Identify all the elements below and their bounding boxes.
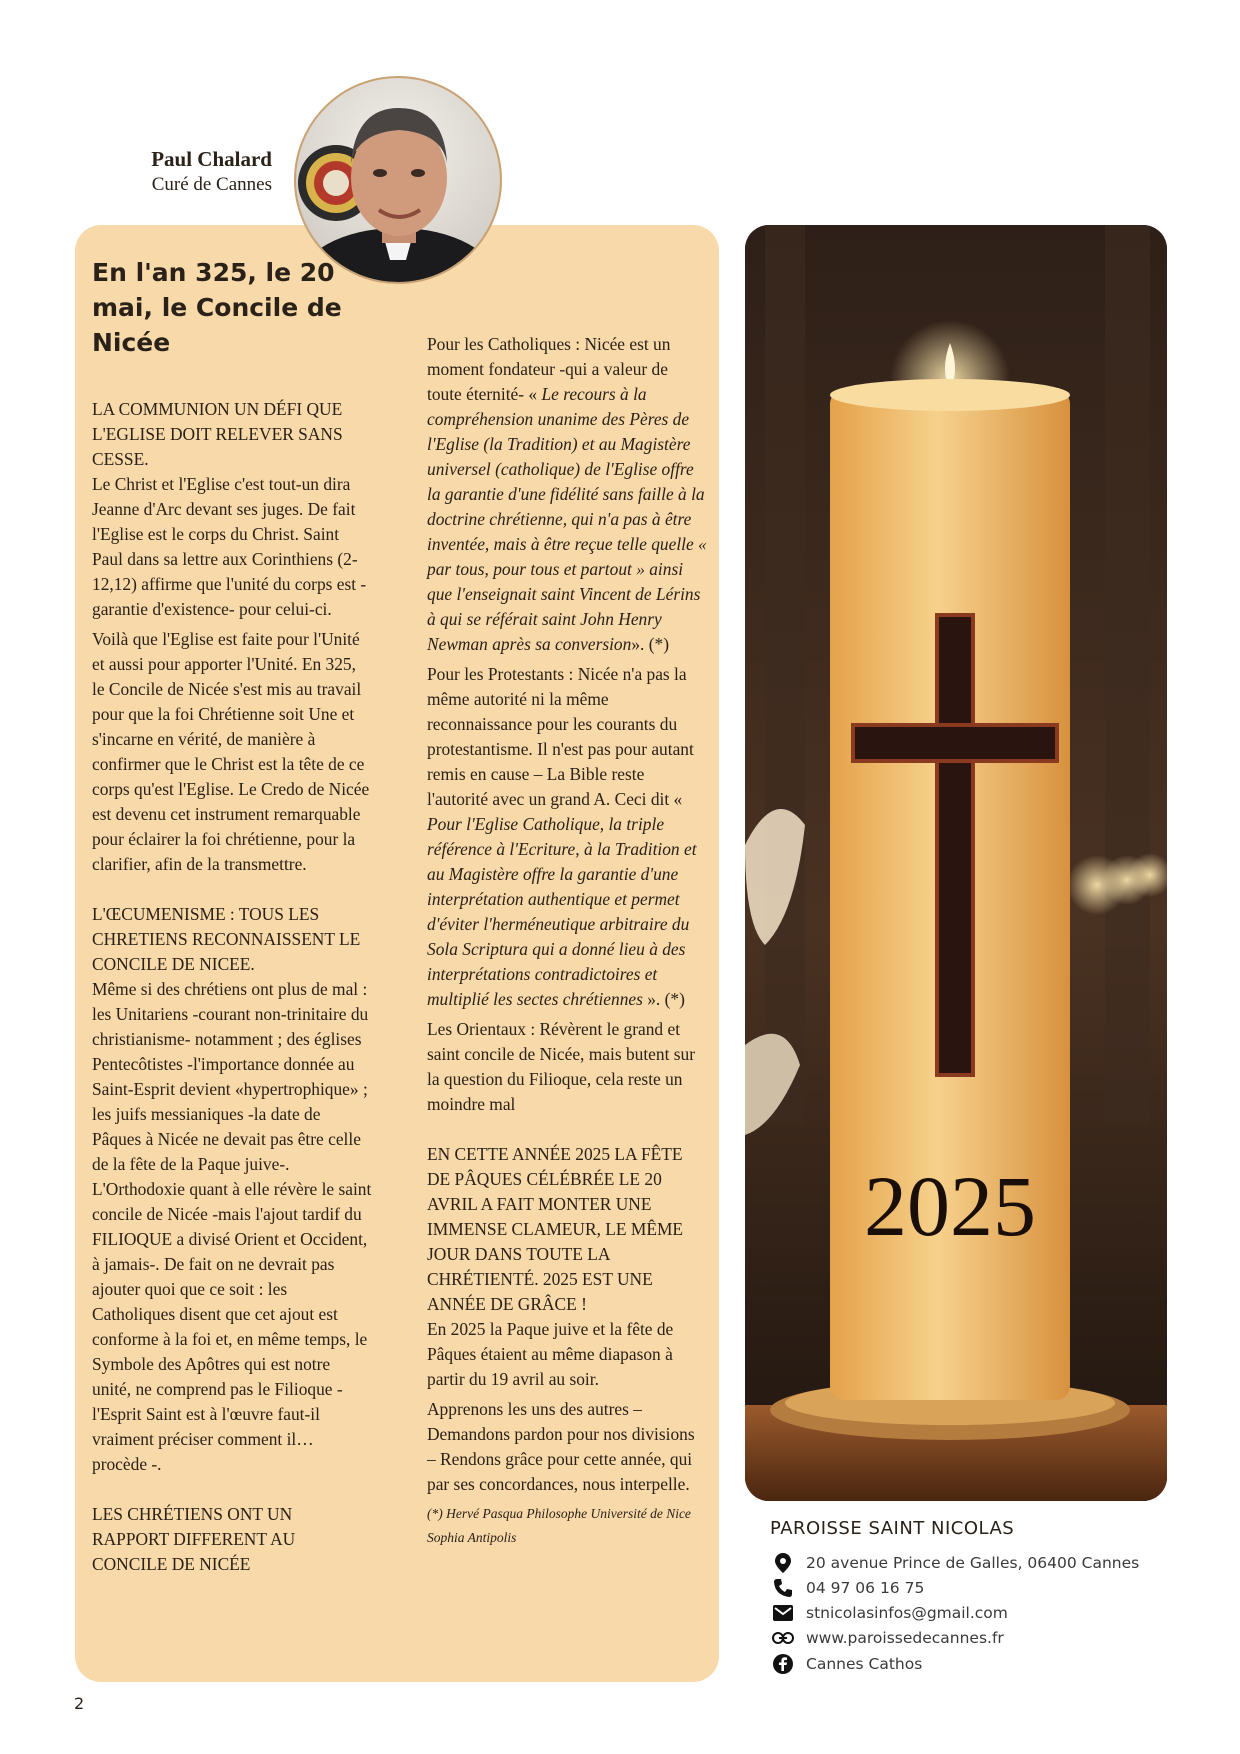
article-headline: En l'an 325, le 20 mai, le Concile de Nicée [92, 258, 342, 357]
facebook-icon [770, 1651, 796, 1677]
address-text: 20 avenue Prince de Galles, 06400 Cannes [806, 1554, 1140, 1572]
location-pin-icon [770, 1550, 796, 1576]
contact-website[interactable] [770, 1625, 1170, 1651]
author-block [151, 146, 272, 198]
paragraph: Voilà que l'Eglise est faite pour l'Unité et aussi pour apporter l'Unité. En 325, le Concile de Nicée s'est mis au travail pour que la foi Chrétienne soit Une et s'incarne en vérité, de manière à confirmer que le Christ est la tête de ce corps qu'est l'Eglise. Le Credo de Nicée est devenu cet instrument remarquable pour éclairer la foi chrétienne, pour la clarifier, afin de la transmettre. [92, 629, 370, 874]
section-heading-oecumenisme: L'ŒCUMENISME : TOUS LES CHRETIENS RECONNAISSENT LE CONCILE DE NICEE. [92, 904, 361, 974]
candle-year-text: 2025 [864, 1158, 1036, 1254]
paragraph-protestants [427, 662, 707, 1012]
link-icon [770, 1625, 796, 1651]
contact-address [770, 1550, 1170, 1576]
website-text: www.paroissedecannes.fr [806, 1629, 1004, 1647]
footnote: (*) Hervé Pasqua Philosophe Université de Nice Sophia Antipolis [427, 1506, 691, 1545]
paragraph-tail: ». (*) [642, 989, 685, 1009]
author-name: Paul Chalard [151, 147, 272, 171]
section-heading-communion: LA COMMUNION UN DÉFI QUE L'EGLISE DOIT RELEVER SANS CESSE. [92, 399, 343, 469]
quote: Le recours à la compréhension unanime des Pères de l'Eglise (la Tradition) et au Magistère universel (catholique) de l'Eglise offre la garantie d'une fidélité sans faille à la doctrine chrétienne, qui n'a pas à être inventée, mais à être reçue telle quelle « par tous, pour tous et partout » ainsi que l'enseignait saint Vincent de Lérins à qui se référait saint John Henry Newman après sa conversion [427, 384, 707, 654]
phone-icon [770, 1575, 796, 1601]
paragraph-lead: Pour les Catholiques : Nicée est un moment fondateur -qui a valeur de toute éternité- « [427, 334, 671, 404]
author-portrait [294, 76, 502, 284]
paragraph-lead: Pour les Protestants : Nicée n'a pas la même autorité ni la même reconnaissance pour les courants du protestantisme. Il n'est pas pour autant remis en cause – La Bible reste l'autorité avec un grand A. Ceci dit « [427, 664, 694, 809]
facebook-text: Cannes Cathos [806, 1655, 923, 1673]
parish-title: PAROISSE SAINT NICOLAS [770, 1518, 1015, 1539]
paragraph-orientaux: Les Orientaux : Révèrent le grand et saint concile de Nicée, mais butent sur la question du Filioque, cela reste un moindre mal [427, 1019, 696, 1114]
quote: Pour l'Eglise Catholique, la triple référence à l'Ecriture, à la Tradition et au Magistère offre la garantie d'une interprétation authentique et permet d'éviter l'herméneutique arbitraire du Sola Scriptura qui a donné lieu à des interprétations contradictoires et multiplié les sectes chrétiennes [427, 814, 697, 1009]
paragraph-tail: ». (*) [631, 634, 669, 654]
section-heading-2025: EN CETTE ANNÉE 2025 LA FÊTE DE PÂQUES CÉLÉBRÉE LE 20 AVRIL A FAIT MONTER UNE IMMENSE CLAMEUR, LE MÊME JOUR DANS TOUTE LA CHRÉTIENTÉ. 2025 EST UNE ANNÉE DE GRÂCE ! [427, 1144, 684, 1314]
paragraph: En 2025 la Paque juive et la fête de Pâques étaient au même diapason à partir du 19 avril au soir. [427, 1319, 674, 1389]
article-column-left [92, 397, 372, 1577]
author-role: Curé de Cannes [151, 174, 272, 195]
mail-icon [770, 1600, 796, 1626]
contact-facebook[interactable] [770, 1651, 1170, 1677]
candle-illustration [745, 225, 1167, 1501]
candle-photo [745, 225, 1167, 1501]
paragraph: Le Christ et l'Eglise c'est tout-un dira Jeanne d'Arc devant ses juges. De fait l'Eglise est le corps du Christ. Saint Paul dans sa lettre aux Corinthiens (2-12,12) affirme que l'unité du corps est -garantie d'existence- pour celui-ci. [92, 474, 367, 619]
section-heading-rapport: LES CHRÉTIENS ONT UN RAPPORT DIFFERENT AU CONCILE DE NICÉE [92, 1504, 296, 1574]
paragraph: Apprenons les uns des autres – Demandons pardon pour nos divisions – Rendons grâce pour cette année, qui par ses concordances, nous interpelle. [427, 1399, 695, 1494]
phone-text: 04 97 06 16 75 [806, 1579, 925, 1597]
page-number: 2 [74, 1694, 85, 1713]
email-text: stnicolasinfos@gmail.com [806, 1604, 1008, 1622]
contact-email[interactable] [770, 1600, 1170, 1626]
paragraph: Même si des chrétiens ont plus de mal : les Unitariens -courant non-trinitaire du christianisme- notamment ; des églises Pentecôtistes -l'importance donnée au Saint-Esprit devient «hypertrophique» ; les juifs messianiques -la date de Pâques à Nicée ne devait pas être celle de la fête de la Paque juive-. L'Orthodoxie quant à elle révère le saint concile de Nicée -mais l'ajout tardif du FILIOQUE a divisé Orient et Occident, à jamais-. De fait on ne devrait pas ajouter quoi que ce soit : les Catholiques disent que cet ajout est conforme à la foi et, en même temps, le Symbole des Apôtres qui est notre unité, ne comprend pas le Filioque - l'Esprit Saint est à l'œuvre faut-il vraiment préciser comment il… procède -. [92, 979, 372, 1474]
contact-phone[interactable] [770, 1575, 1170, 1601]
portrait-illustration [296, 78, 500, 282]
paragraph-catholiques [427, 332, 707, 657]
article-column-right [427, 332, 707, 1550]
